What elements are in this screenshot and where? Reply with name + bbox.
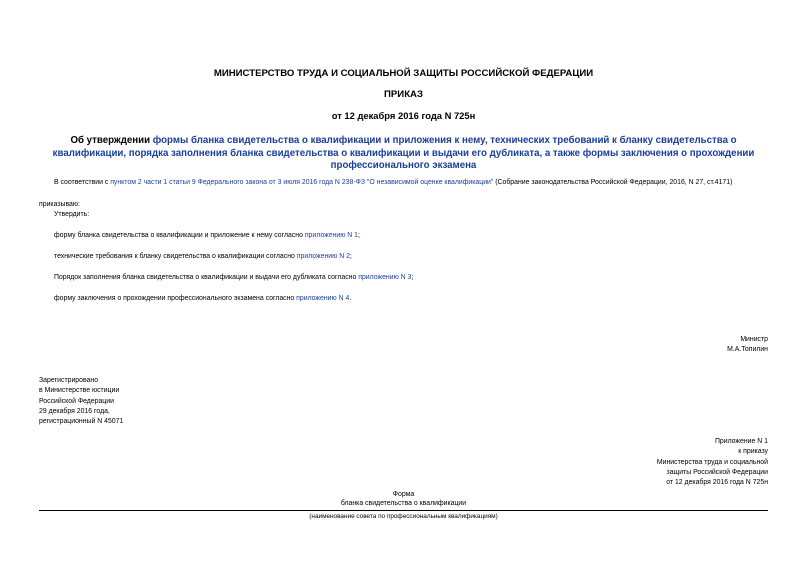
appendix-heading: Приложение N 1 к приказу Министерства труда и социальной защиты Российской Федерации от 12 декабря 2016 года N 725н: [656, 438, 768, 487]
preamble: [54, 179, 732, 186]
utverdit-label: Утвердить:: [54, 211, 90, 218]
order-heading: ПРИКАЗ: [384, 89, 423, 100]
form-field-line: [39, 510, 768, 511]
order-item-text: форму бланка свидетельства о квалификации и приложение к нему согласно: [54, 232, 305, 239]
appendix-1-link[interactable]: приложению N 1: [304, 232, 358, 239]
order-item: [54, 253, 352, 260]
title-prefix: Об утверждении: [70, 135, 153, 146]
law-link[interactable]: пунктом 2 части 1 статьи 9 Федерального закона от 3 июля 2016 года N 238-ФЗ "О независимой оценке квалификации": [110, 179, 494, 186]
form-subtitle: бланка свидетельства о квалификации: [340, 500, 467, 507]
appendix-2-link[interactable]: приложению N 2: [296, 253, 350, 260]
order-item-end: ;: [358, 232, 360, 239]
order-item-end: ;: [411, 274, 414, 281]
appendix-3-link[interactable]: приложению N 3: [358, 274, 412, 281]
form-title: Форма: [392, 491, 415, 498]
preamble-text-after: (Собрание законодательства Российской Федерации, 2016, N 27, ст.4171): [493, 179, 733, 186]
order-item-end: ;: [349, 253, 352, 260]
order-item-text: форму заключения о прохождении профессионального экзамена согласно: [54, 295, 297, 302]
appendix-4-link[interactable]: приложению N 4: [296, 295, 350, 302]
preamble-text-before: В соответствии с: [54, 179, 111, 186]
order-item: [54, 232, 360, 239]
order-date: от 12 декабря 2016 года N 725н: [331, 110, 476, 121]
order-item: [54, 274, 413, 281]
order-item: [54, 295, 351, 302]
registration-note: Зарегистрировано в Министерстве юстиции Российской Федерации 29 декабря 2016 года, регистрационный N 45071: [39, 377, 124, 426]
form-field-caption: (наименование совета по профессиональным квалификациям): [309, 513, 498, 520]
order-item-text: Порядок заполнения бланка свидетельства о квалификации и выдачи его дубликата согласно: [54, 274, 359, 281]
order-item-text: технические требования к бланку свидетельства о квалификации согласно: [54, 253, 297, 260]
prikazyvayu-label: приказываю:: [39, 201, 80, 208]
ministry-heading: МИНИСТЕРСТВО ТРУДА И СОЦИАЛЬНОЙ ЗАЩИТЫ РОССИЙСКОЙ ФЕДЕРАЦИИ: [213, 68, 594, 79]
order-item-end: .: [349, 295, 352, 302]
document-title: [40, 135, 767, 173]
signatory-name: М.А.Топилин: [727, 346, 768, 353]
title-link[interactable]: формы бланка свидетельства о квалификации и приложения к нему, технических требований к бланку свидетельства о квалификации, порядка заполнения бланка свидетельства о квалификации и выдачи его дубликата, а также формы заключения о прохождении профессионального экзамена: [52, 135, 755, 171]
signatory-title: Министр: [740, 336, 768, 343]
